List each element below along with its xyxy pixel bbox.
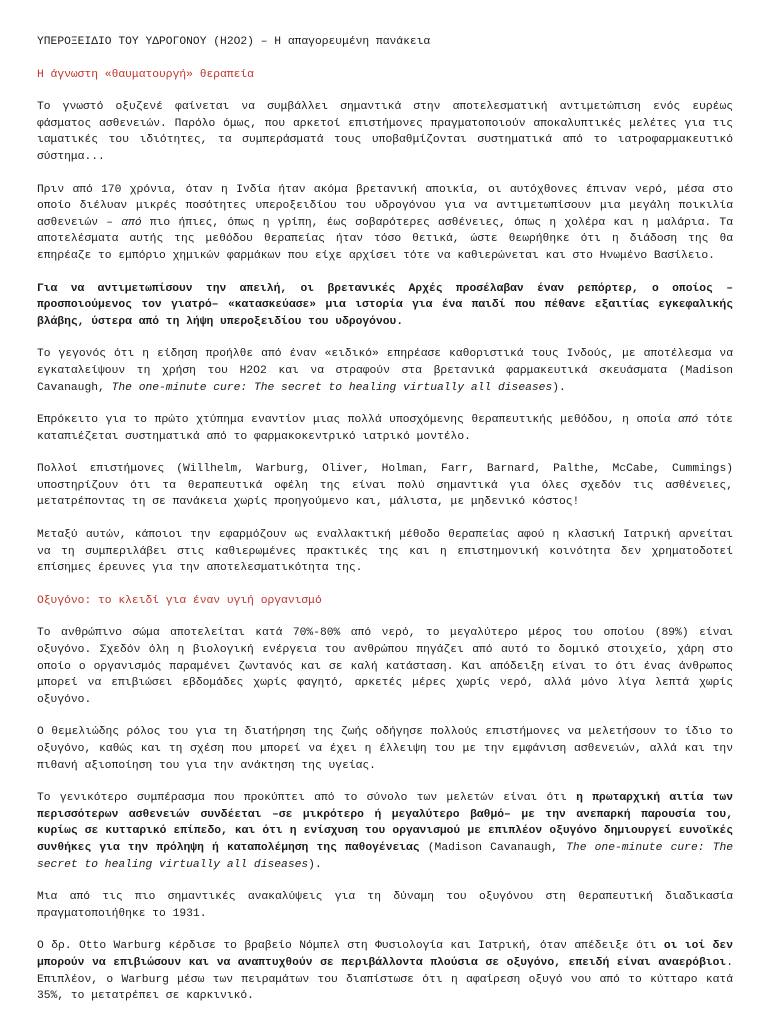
text-run: Μεταξύ αυτών, κάποιοι την εφαρμόζουν ως εναλλακτική μέθοδο θεραπείας αφού η κλασική Ιατρική αρνείται να τη συμπεριλάβει στις καθιερωμένες πρακτικές της και η επιστημονική κοινότητα δεν χρηματοδοτεί επίσημες έρευνες για την αποτελεσματικότητα της. bbox=[37, 529, 733, 575]
document-page bbox=[37, 34, 733, 1021]
paragraph bbox=[37, 461, 733, 511]
bold-text: η πρωταρχική αιτία των περισσότερων ασθενειών συνδέεται –σε μικρότερο ή μεγαλύτερο βαθμό– με την ανεπαρκή παρουσία του, κυρίως σε κυτταρικό επίπεδο, και ότι η ενίσχυση του οργανισμού με επιπλέον οξυγόνο δημιουργεί ευνοϊκές συνθήκες για την πρόληψη ή καταπολέμηση της παθογένειας bbox=[37, 792, 733, 854]
italic-text: The one-minute cure: The secret to healing virtually all diseases bbox=[111, 381, 553, 394]
italic-text: από bbox=[677, 414, 699, 427]
paragraph bbox=[37, 281, 733, 331]
text-run: Πριν από 170 χρόνια, όταν η Ινδία ήταν ακόμα βρετανική αποικία, οι αυτόχθονες έπιναν νερό, μέσα στο οποίο διέλυαν μικρές ποσότητες υπεροξειδίου του υδρογόνου για να αντιμετωπίσουν μια μεγάλη ποικιλία ασθενειών – bbox=[37, 183, 733, 229]
text-run: Πολλοί επιστήμονες (Willhelm, Warburg, Oliver, Holman, Farr, Barnard, Palthe, McCabe, Cummings) υποστηρίζουν ότι τα θεραπευτικά οφέλη της είναι πολύ σημαντικά για όλες σχεδόν τις ασθένειες, μετατρέποντας τη σε πανάκεια χωρίς προηγούμενο και, μάλιστα, με μηδενικό κόστος! bbox=[37, 463, 733, 509]
italic-text: The one-minute cure: The secret to healing virtually all diseases bbox=[37, 841, 734, 871]
document-title: ΥΠΕΡΟΞΕΙΔΙΟ ΤΟΥ ΥΔΡΟΓΟΝΟΥ (Η2Ο2) – Η απαγορευμένη πανάκεια bbox=[37, 36, 431, 48]
text-run: Μια από τις πιο σημαντικές ανακαλύψεις για τη δύναμη του οξυγόνου στη θεραπευτική διαδικασία πραγματοποιήθηκε το 1931. bbox=[37, 891, 733, 920]
paragraph bbox=[37, 724, 733, 774]
text-run: Το γεγονός ότι η είδηση προήλθε από έναν «ειδικό» επηρέασε καθοριστικά τους Ινδούς, με αποτέλεσμα να εγκαταλείψουν τη χρήση του Η2Ο2 και να στραφούν στα βρετανικά φαρμακευτικά σκευάσματα (Madison Cavanaugh, bbox=[37, 348, 733, 394]
text-run: Επρόκειτο για το πρώτο χτύπημα εναντίον μιας πολλά υποσχόμενης θεραπευτικής μεθόδου, η οποία bbox=[37, 414, 678, 427]
paragraph bbox=[37, 527, 733, 577]
text-run: ). bbox=[552, 381, 566, 394]
paragraph bbox=[37, 346, 733, 396]
text-run: Το γνωστό οξυζενέ φαίνεται να συμβάλλει σημαντικά στην αποτελεσματική αντιμετώπιση ενός ευρέως φάσματος ασθενειών. Παρόλο όμως, που αρκετοί επιστήμονες πραγματοποιούν αποκαλυπτικές μελέτες για τις ιαματικές του ιδιότητες, τα συμπεράσματά τους υποβαθμίζονται συστηματικά από το ιατροφαρμακευτικό σύστημα... bbox=[37, 101, 733, 163]
document-body bbox=[37, 67, 733, 1005]
paragraph bbox=[37, 790, 733, 873]
text-run: Ο δρ. Otto Warburg κέρδισε το βραβείο Νόμπελ στη Φυσιολογία και Ιατρική, όταν απέδειξε ότι bbox=[37, 940, 664, 953]
text-run: Το ανθρώπινο σώμα αποτελείται κατά 70%-80% από νερό, το μεγαλύτερο μέρος του οποίου (89%) είναι οξυγόνο. Σχεδόν όλη η βιολογική ενέργεια του ανθρώπου πηγάζει από αυτό το δομικό στοιχείο, χάρη στο οποίο ο οργανισμός παραμένει ζωντανός και σε καλή κατάσταση. Και απόδειξη είναι το ότι ένας άνθρωπος μπορεί να επιβιώσει εβδομάδες χωρίς φαγητό, αρκετές μέρες χωρίς νερό, αλλά μόνο λίγα λεπτά χωρίς οξυγόνο. bbox=[37, 627, 733, 706]
text-run: (Madison Cavanaugh, bbox=[419, 841, 567, 854]
italic-text: από bbox=[121, 216, 142, 229]
text-run: τότε καταπιέζεται συστηματικά από το φαρμακοκεντρικό ιατρικό μοντέλο. bbox=[37, 414, 733, 443]
text-run: πιο ήπιες, όπως η γρίπη, έως σοβαρότερες ασθένειες, όπως η χολέρα και η μαλάρια. Τα αποτελέσματα αυτής της μεθόδου θεραπείας ήταν τόσο θετικά, ώστε θεωρήθηκε ότι η διάδοση της θα επηρέαζε το εμπόριο χημικών φαρμάκων που είχε αρχίσει τότε να καθιερώνεται και στο Ηνωμένο Βασίλειο. bbox=[37, 216, 733, 262]
paragraph bbox=[37, 412, 733, 445]
paragraph bbox=[37, 889, 733, 922]
paragraph bbox=[37, 182, 733, 265]
text-run: ). bbox=[308, 858, 322, 871]
bold-text: οι ιοί δεν μπορούν να επιβιώσουν και να αναπτυχθούν σε περιβάλλοντα πλούσια σε οξυγόνο, επειδή είναι αναερόβιοι bbox=[37, 940, 733, 969]
text-run: Ο θεμελιώδης ρόλος του για τη διατήρηση της ζωής οδήγησε πολλούς επιστήμονες να μελετήσουν το ίδιο το οξυγόνο, καθώς και τη σχέση που μπορεί να έχει η έλλειψη του με την εμφάνιση ασθενειών, αλλά και την πιθανή αξιοποίηση του για την ανάκτηση της υγείας. bbox=[37, 726, 733, 772]
section-heading: Η άγνωστη «θαυματουργή» θεραπεία bbox=[37, 68, 254, 81]
text-run: Το γενικότερο συμπέρασμα που προκύπτει από το σύνολο των μελετών είναι ότι bbox=[37, 792, 577, 805]
bold-text: Για να αντιμετωπίσουν την απειλή, οι βρετανικές Αρχές προσέλαβαν έναν ρεπόρτερ, ο οποίος – προσποιούμενος τον γιατρό– «κατασκεύασε» μια ιστορία για ένα παιδί που πέθανε εξαιτίας εγκεφαλικής βλάβης, ύστερα από τη λήψη υπεροξειδίου του υδρογόνου. bbox=[37, 282, 733, 328]
paragraph bbox=[37, 625, 733, 708]
text-run: . Επιπλέον, ο Warburg μέσω των πειραμάτων του διαπίστωσε ότι η αφαίρεση οξυγό νου από το κύτταρο κατά 35%, το μετατρέπει σε καρκινικό. bbox=[37, 956, 733, 1003]
paragraph bbox=[37, 99, 733, 165]
paragraph bbox=[37, 938, 733, 1004]
section-heading: Οξυγόνο: το κλειδί για έναν υγιή οργανισμό bbox=[37, 594, 322, 607]
